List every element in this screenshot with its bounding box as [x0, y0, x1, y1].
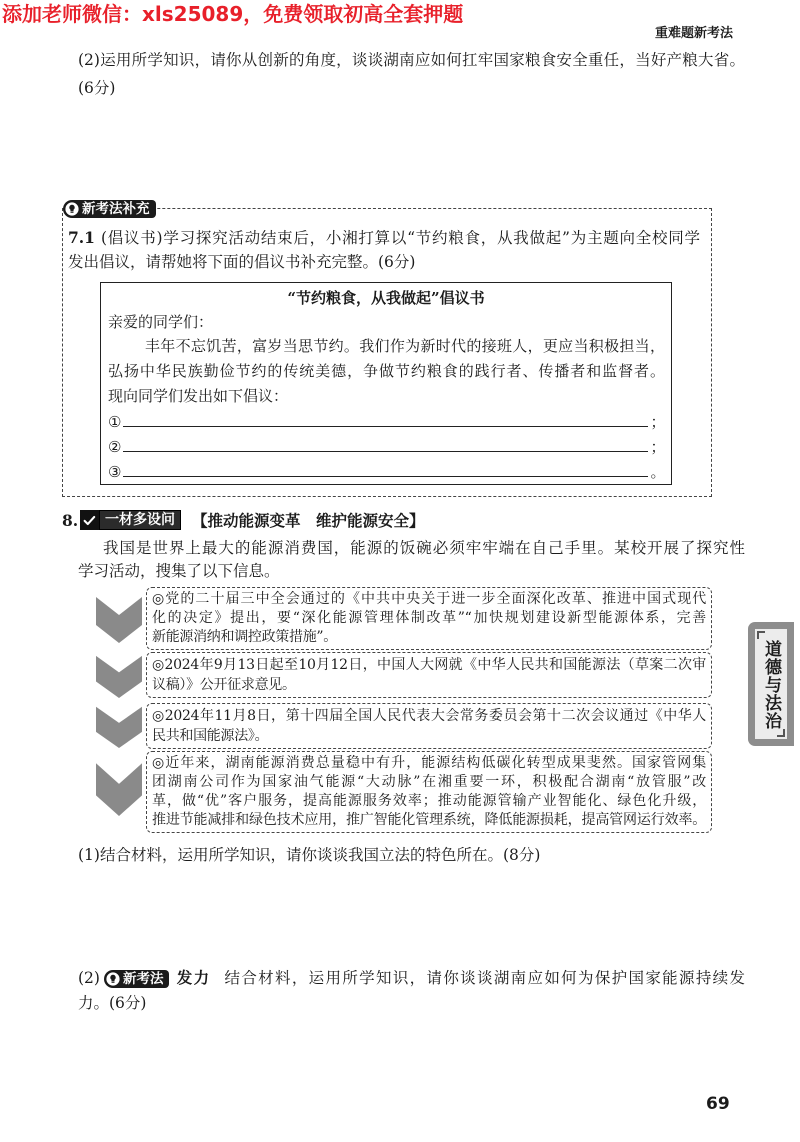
question-number: 7.1	[68, 228, 95, 247]
keyword: 发力	[175, 968, 211, 987]
question-8-intro-line-1: 我国是世界上最大的能源消费国，能源的饭碗必须牢牢端在自己手里。某校开展了探究性	[103, 539, 745, 557]
material-line: ◎近年来，湖南能源消费总量稳中有升，能源结构低碳化转型成果斐然。国家管网集	[152, 755, 706, 771]
badge-label: 一材多设问	[99, 510, 181, 530]
promo-banner: 添加老师微信：xls25089，免费领取初高全套押题	[2, 2, 464, 26]
material-line: 新能源消纳和调控政策措施”。	[152, 629, 337, 645]
material-line: 民共和国能源法》。	[152, 728, 269, 744]
subject-side-tab	[748, 622, 794, 746]
question-8-1: (1)结合材料，运用所学知识，请你谈谈我国立法的特色所在。(8分)	[78, 846, 541, 864]
question-8-number: 8.	[62, 511, 79, 530]
material-line: 革，做“优”客户服务，提高能源服务效率；推动能源管输产业智能化、绿色化升级，	[152, 793, 706, 809]
supplement-tag	[63, 200, 156, 218]
supplement-tag-label: 新考法补充	[82, 201, 150, 217]
subject-tab-panel	[755, 629, 787, 739]
question-8-2-text: 结合材料，运用所学知识，请你谈谈湖南应如何为保护国家能源持续发	[224, 969, 745, 987]
material-line: ◎2024年9月13日起至10月12日，中国人大网就《中华人民共和国能源法（草案二次审	[152, 657, 706, 673]
page-number: 69	[706, 1094, 730, 1114]
question-7-1-line-1	[68, 227, 700, 248]
check-icon	[82, 513, 97, 528]
material-line: 团湖南公司作为国家油气能源“大动脉”在湘重要一环，积极配合湖南“放管服”改	[152, 774, 706, 790]
question-6-2-line-1: (2)运用所学知识，请你从创新的角度，谈谈湖南应如何扛牢国家粮食安全重任，当好产粮大省。	[78, 51, 745, 69]
material-line: 推进节能减排和绿色技术应用，推广智能化管理系统，降低能源损耗，提高管网运行效率。	[152, 812, 706, 828]
lightbulb-icon	[65, 202, 79, 216]
answer-blank	[123, 436, 648, 452]
material-line: 化的决定》提出，要“深化能源管理体制改革”“加快规划建设新型能源体系，完善	[152, 610, 706, 626]
material-line: 议稿）》公开征求意见。	[152, 677, 296, 693]
proposal-body-line-1: 丰年不忘饥苦，富岁当思节约。我们作为新时代的接班人，更应当积极担当，	[145, 337, 665, 355]
subject-label: 道德与法治	[761, 640, 781, 730]
chevron-down-icon	[96, 705, 142, 748]
material-box-3	[146, 703, 712, 749]
question-6-2-score: (6分)	[78, 79, 116, 97]
chevron-down-icon	[96, 761, 142, 816]
item-end-punct: ；	[650, 413, 666, 431]
item-marker: ②	[108, 438, 122, 456]
question-8-2-line-2: 力。(6分)	[78, 994, 147, 1012]
item-marker: ③	[108, 463, 122, 481]
new-method-tag-label: 新考法	[122, 971, 164, 987]
proposal-intro: 现向同学们发出如下倡议：	[108, 387, 289, 405]
chevron-down-icon	[96, 654, 142, 698]
proposal-salutation: 亲爱的同学们：	[108, 313, 214, 331]
item-marker: ①	[108, 413, 122, 431]
chevron-down-icon	[96, 595, 142, 643]
question-7-1-line-2: 发出倡议，请帮她将下面的倡议书补充完整。(6分)	[68, 253, 416, 271]
question-8-2-line-1	[78, 967, 745, 988]
material-box-4	[146, 751, 712, 833]
question-type-label: (倡议书)	[100, 229, 163, 247]
proposal-body-line-2: 弘扬中华民族勤俭节约的传统美德，争做节约粮食的践行者、传播者和监督者。	[108, 362, 665, 380]
check-box	[80, 510, 99, 530]
material-line: ◎党的二十届三中全会通过的《中共中央关于进一步全面深化改革、推进中国式现代	[152, 591, 706, 607]
answer-blank	[123, 461, 648, 477]
new-method-tag	[104, 970, 170, 988]
proposal-item-1	[108, 411, 665, 433]
material-line: ◎2024年11月8日，第十四届全国人民代表大会常务委员会第十二次会议通过《中华人	[152, 708, 706, 724]
sub-question-number: (2)	[78, 969, 100, 987]
item-end-punct: 。	[650, 463, 666, 481]
question-8-intro-line-2: 学习活动，搜集了以下信息。	[78, 562, 280, 580]
question-8-topic: 【推动能源变革 维护能源安全】	[192, 511, 425, 530]
material-box-2	[146, 652, 712, 698]
item-end-punct: ；	[650, 438, 666, 456]
section-header: 重难题新考法	[655, 26, 734, 41]
lightbulb-icon	[106, 972, 120, 986]
proposal-title: “节约粮食，从我做起”倡议书	[287, 289, 485, 307]
material-box-1	[146, 587, 712, 650]
proposal-item-2	[108, 436, 665, 458]
proposal-item-3	[108, 461, 665, 483]
multi-question-badge	[80, 510, 181, 530]
question-7-1-prompt: 学习探究活动结束后，小湘打算以“节约粮食，从我做起”为主题向全校同学	[162, 229, 700, 247]
answer-blank	[123, 411, 648, 427]
